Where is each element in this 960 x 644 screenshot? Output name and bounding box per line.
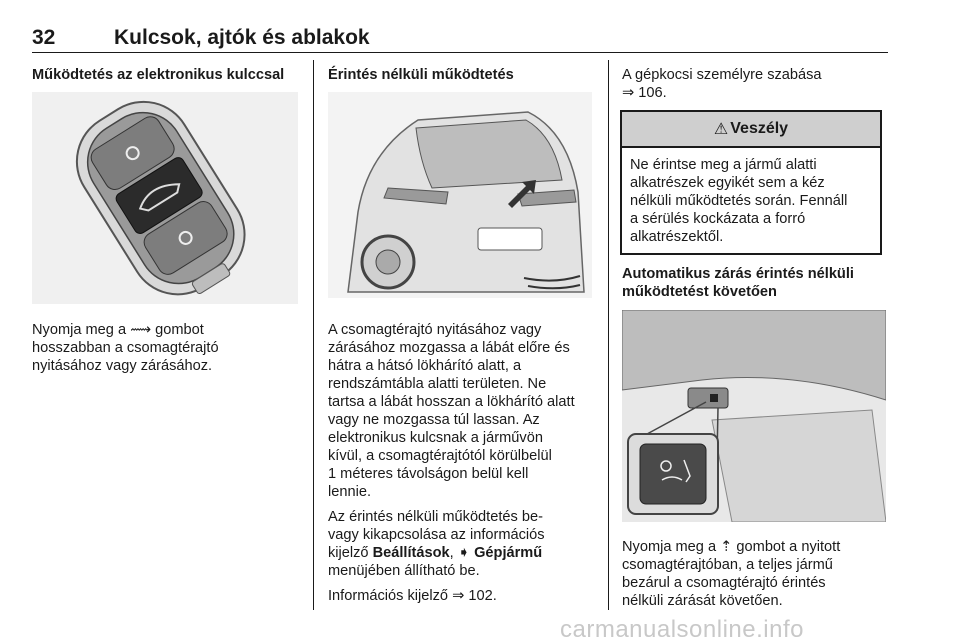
warning-header — [622, 112, 880, 148]
col2-p1-line-7: elektronikus kulcsnak a járművön — [328, 430, 543, 446]
col1-heading: Működtetés az elektronikus kulccsal — [32, 67, 285, 83]
col3-para-line-3: bezárul a csomagtérajtó érintés — [622, 575, 826, 591]
col2-p1-line-2: zárásához mozgassa a lábát előre és — [328, 340, 570, 356]
warning-title: Veszély — [730, 120, 789, 137]
tailgate-button-figure — [622, 310, 886, 522]
warning-line-1: Ne érintse meg a jármű alatti — [630, 157, 817, 173]
col2-p2-line-1: Az érintés nélküli működtetés be- — [328, 509, 543, 525]
col2-p2-line-2: vagy kikapcsolása az információs — [328, 527, 545, 543]
key-fob-illustration — [32, 92, 298, 304]
car-rear-illustration — [328, 92, 592, 298]
column-divider-1 — [313, 60, 314, 610]
warning-line-2: alkatrészek egyikét sem a kéz — [630, 175, 825, 191]
col1-text — [32, 321, 304, 375]
car-tailgate-icon: ⟿ — [130, 322, 152, 338]
col3-heading-line-1: Automatikus zárás érintés nélküli — [622, 266, 854, 282]
col2-p2-line-3: kijelző Beállítások, ➧ Gépjármű — [328, 545, 543, 561]
col2-paragraph-2 — [328, 508, 600, 580]
col1-line-1-content: Nyomja meg a ⟿ gombot — [32, 322, 204, 338]
ref-icon: ⇒ — [452, 588, 465, 604]
col3-text — [622, 538, 888, 610]
warning-line-3: nélküli működtetés során. Fennáll — [630, 193, 848, 209]
col2-heading: Érintés nélküli működtetés — [328, 67, 514, 83]
col2-p1-line-3: hátra a hátsó lökhárító alatt, a — [328, 358, 522, 374]
key-fob-figure — [32, 92, 298, 304]
warning-body — [622, 148, 880, 246]
column-divider-2 — [608, 60, 609, 610]
page-header — [32, 26, 888, 52]
bold-term: Gépjármű — [470, 545, 543, 561]
col1-line-3: nyitásához vagy zárásához. — [32, 358, 213, 374]
header-rule — [32, 52, 888, 53]
col2-p1-line-6: vagy ne mozgassa túl lassan. Az — [328, 412, 540, 428]
warning-line-5: alkatrészektől. — [630, 229, 724, 245]
col3-intro — [622, 66, 888, 102]
bold-term: Beállítások — [372, 545, 450, 561]
col2-p1-line-1: A csomagtérajtó nyitásához vagy — [328, 322, 542, 338]
column-1 — [32, 66, 304, 84]
lock-foot-icon: ⇡ — [720, 539, 733, 555]
col1-line — [32, 322, 204, 338]
col3-heading-line-2: működtetést követően — [622, 284, 777, 300]
warning-line-4: a sérülés kockázata a forró — [630, 211, 806, 227]
chapter-title: Kulcsok, ajtók és ablakok — [114, 26, 370, 49]
col1-paragraph — [32, 321, 304, 375]
tailgate-button-illustration — [622, 310, 886, 522]
col2-p1-line-8: kívül, a csomagtérajtótól körülbelül — [328, 448, 552, 464]
col3-para-line-2: csomagtérajtóban, a teljes jármű — [622, 557, 833, 573]
danger-warning-box — [620, 110, 882, 255]
col1-line-2: hosszabban a csomagtérajtó — [32, 340, 219, 356]
col2-p3-line-1: Információs kijelző ⇒ 102. — [328, 588, 497, 604]
footer-watermark: carmanualsonline.info — [560, 616, 804, 643]
col2-p1-line-4: rendszámtábla alatti területen. Ne — [328, 376, 547, 392]
col3-paragraph — [622, 538, 888, 610]
col1-line-1 — [32, 322, 204, 338]
col2-p1-line-10: lennie. — [328, 484, 372, 500]
col3-para-line-4: nélküli zárását követően. — [622, 593, 783, 609]
warning-triangle-icon: ⚠ — [713, 121, 729, 138]
col2-text — [328, 321, 600, 605]
col2-p1-line-9: 1 méteres távolságon belül kell — [328, 466, 529, 482]
arrow-icon: ➧ — [457, 545, 471, 561]
col3-heading — [622, 265, 888, 301]
col2-paragraph-3 — [328, 587, 600, 605]
col2-p1-line-5: tartsa a lábát hosszan a lökhárító alatt — [328, 394, 575, 410]
ref-icon: ⇒ — [622, 85, 635, 101]
page-number: 32 — [32, 26, 56, 49]
col3-intro-line-2: ⇒ 106. — [622, 85, 667, 101]
tailgate-figure — [328, 92, 592, 298]
col3-intro-line-1: A gépkocsi személyre szabása — [622, 67, 822, 83]
col3-heading-block — [622, 265, 888, 301]
column-3-intro — [622, 66, 888, 102]
col2-p2-line-4: menüjében állítható be. — [328, 563, 480, 579]
col2-paragraph-1 — [328, 321, 600, 501]
column-2 — [328, 66, 600, 84]
col3-para-line-1: Nyomja meg a ⇡ gombot a nyitott — [622, 539, 841, 555]
